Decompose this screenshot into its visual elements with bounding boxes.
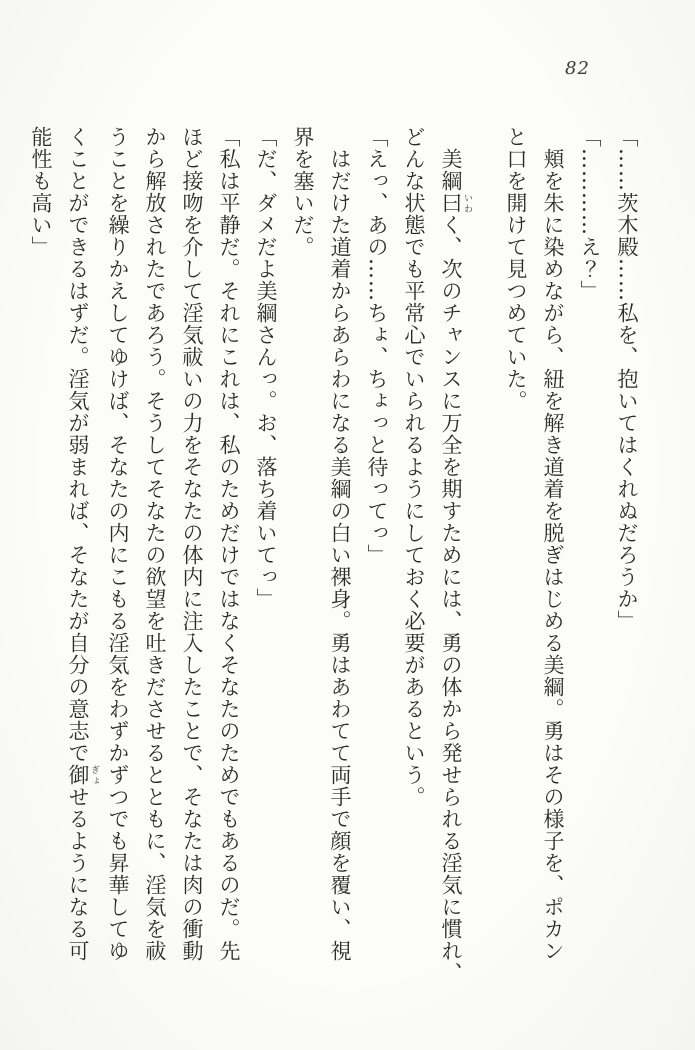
text-line: 「……茨木殿……私を、抱いてはくれぬだろうか」: [615, 126, 639, 632]
ruby-annotated-kanji: 曰 いわ: [439, 192, 472, 214]
text-line: うことを繰りかえしてゆけば、そなたの内にこもる淫気をわずかずつでも昇華してゆ: [106, 126, 130, 962]
text-line: 「私は平静だ。それにこれは、私のためだけではなくそなたのためでもあるのだ。先: [217, 126, 241, 962]
text-line: 頬を朱に染めながら、紐を解き道着を脱ぎはじめる美綱。勇はその様子を、ポカン: [541, 148, 565, 962]
text-line: はだけた道着からあらわになる美綱の白い裸身。勇はあわてて両手で顔を覆い、視: [328, 148, 352, 962]
furigana: ぎょ: [89, 764, 99, 786]
vertical-text-block: [22, 126, 645, 1026]
text-line: 能性も高い」: [29, 126, 53, 258]
text-line: 「えっ、あの……ちょ、ちょっと待ってっ」: [365, 126, 389, 566]
text-line: くことができるはずだ。淫気が弱まれば、そなたが自分の意志で御 ぎょせるようになる可: [66, 126, 99, 962]
text-line: と口を開けて見つめていた。: [504, 126, 528, 412]
text-line: ほど接吻を介して淫気祓いの力をそなたの体内に注入したことで、そなたは肉の衝動: [180, 126, 204, 962]
text-line: 界を塞いだ。: [291, 126, 315, 258]
text-line: 「…………え？」: [578, 126, 602, 302]
text-line: どんな状態でも平常心でいられるようにしておく必要があるという。: [402, 126, 426, 808]
text-line: 美綱曰 いわく、次のチャンスに万全を期すためには、勇の体から発せられる淫気に慣れ、: [439, 148, 472, 984]
furigana: いわ: [462, 192, 472, 214]
text-line: 「だ、ダメだよ美綱さんっ。お、落ち着いてっ」: [254, 126, 278, 610]
ruby-annotated-kanji: 御 ぎょ: [66, 764, 99, 786]
text-line: から解放されたであろう。そうしてそなたの欲望を吐きださせるとともに、淫気を祓: [143, 126, 167, 962]
page-number: 82: [565, 58, 590, 79]
